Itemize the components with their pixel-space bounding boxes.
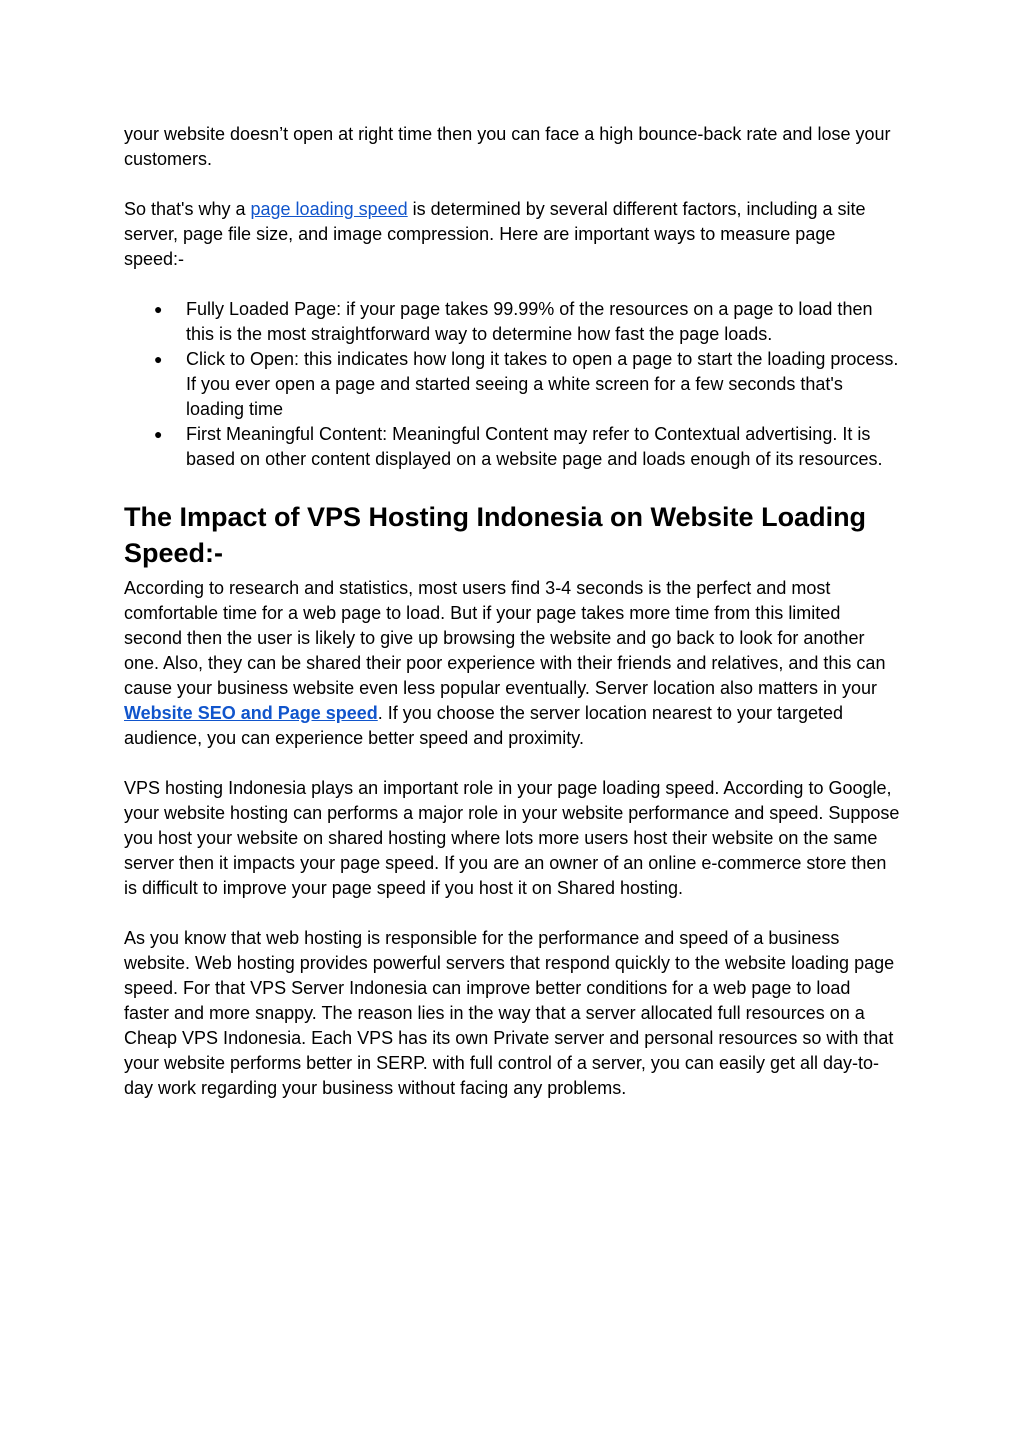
intro-paragraph-2 bbox=[124, 197, 900, 272]
paragraph-gap bbox=[124, 172, 900, 197]
section-heading: The Impact of VPS Hosting Indonesia on Website Loading Speed:- bbox=[124, 502, 867, 568]
bullet-icon: ● bbox=[154, 351, 163, 367]
speed-measures-list bbox=[124, 297, 900, 472]
section-paragraph-1 bbox=[124, 576, 900, 751]
intro-paragraph-2-lead: So that's why a bbox=[124, 199, 251, 219]
list-item-text: First Meaningful Content: Meaningful Content may refer to Contextual advertising. It is based on other content displayed on a website page and loads enough of its resources. bbox=[186, 424, 883, 469]
document-page bbox=[124, 122, 900, 1101]
section-paragraph-1-lead: According to research and statistics, most users find 3-4 seconds is the perfect and most comfortable time for a web page to load. But if your page takes more time from this limited second then the user is likely to give up browsing the website and go back to look for another one. Also, they can be shared their poor experience with their friends and relatives, and this can cause your business website even less popular eventually. Server location also matters in your bbox=[124, 578, 886, 698]
section-paragraph-1-rest: . If you choose the server location nearest to your targeted audience, you can experience better speed and proximity. bbox=[124, 703, 844, 748]
paragraph-gap bbox=[124, 751, 900, 776]
intro-paragraph-1: your website doesn’t open at right time then you can face a high bounce-back rate and lose your customers. bbox=[124, 124, 891, 169]
bullet-icon: ● bbox=[154, 426, 163, 442]
paragraph-gap bbox=[124, 901, 900, 926]
bullet-icon: ● bbox=[154, 301, 163, 317]
section-paragraph-2: VPS hosting Indonesia plays an important role in your page loading speed. According to Google, your website hosting can performs a major role in your website performance and speed. Suppose you host your website on shared hosting where lots more users host their website on the same server then it impacts your page speed. If you are an owner of an online e-commerce store then is difficult to improve your page speed if you host it on Shared hosting. bbox=[124, 778, 900, 898]
section-paragraph-3: As you know that web hosting is responsible for the performance and speed of a business website. Web hosting provides powerful servers that respond quickly to the website loading page speed. For that VPS Server Indonesia can improve better conditions for a web page to load faster and more snappy. The reason lies in the way that a server allocated full resources on a Cheap VPS Indonesia. Each VPS has its own Private server and personal resources so with that your website performs better in SERP. with full control of a server, you can easily get all day-to-day work regarding your business without facing any problems. bbox=[124, 928, 895, 1098]
intro-paragraph-2-rest: is determined by several different factors, including a site server, page file size, and image compression. Here are important ways to measure page speed:- bbox=[124, 199, 866, 269]
list-item-text: Fully Loaded Page: if your page takes 99.99% of the resources on a page to load then this is the most straightforward way to determine how fast the page loads. bbox=[186, 299, 873, 344]
page-loading-speed-link[interactable]: page loading speed bbox=[250, 199, 408, 219]
website-seo-link[interactable]: Website SEO and Page speed bbox=[124, 703, 378, 723]
list-item bbox=[124, 422, 900, 472]
list-item-text: Click to Open: this indicates how long it takes to open a page to start the loading process. If you ever open a page and started seeing a white screen for a few seconds that's loading time bbox=[186, 349, 899, 419]
list-item bbox=[124, 347, 900, 422]
paragraph-gap bbox=[124, 272, 900, 297]
list-item bbox=[124, 297, 900, 347]
